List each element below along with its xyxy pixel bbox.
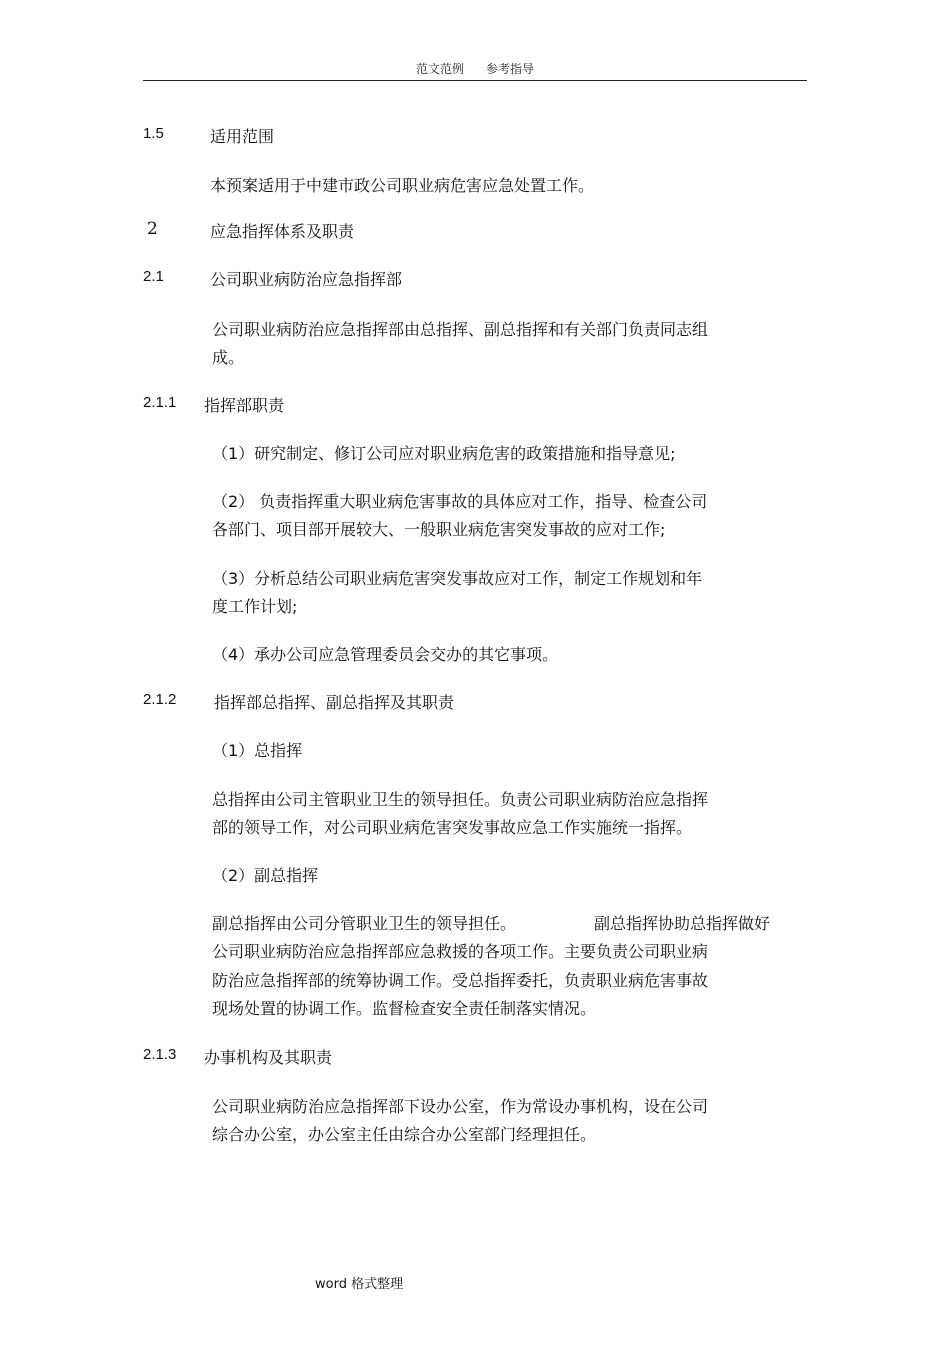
section-title: 指挥部职责 bbox=[204, 396, 285, 415]
list-item: （4）承办公司应急管理委员会交办的其它事项。 bbox=[212, 645, 559, 664]
header-right: 参考指导 bbox=[486, 62, 535, 76]
list-item-continuation: 度工作计划; bbox=[212, 597, 298, 616]
paragraph-line: 成。 bbox=[212, 348, 245, 367]
paragraph-line: 防治应急指挥部的统筹协调工作。受总指挥委托，负责职业病危害事故 bbox=[212, 971, 709, 990]
paragraph: 本预案适用于中建市政公司职业病危害应急处置工作。 bbox=[210, 176, 595, 195]
section-number: 1.5 bbox=[143, 125, 164, 142]
paragraph-line: 副总指挥协助总指挥做好 bbox=[594, 914, 771, 933]
section-title: 办事机构及其职责 bbox=[204, 1048, 333, 1067]
paragraph-line: 部的领导工作，对公司职业病危害突发事故应急工作实施统一指挥。 bbox=[212, 818, 693, 837]
section-number: 2.1 bbox=[143, 268, 164, 285]
header-rule bbox=[143, 80, 807, 81]
sub-heading: （1）总指挥 bbox=[212, 741, 303, 760]
section-number: 2.1.1 bbox=[143, 394, 177, 411]
list-item: （2） 负责指挥重大职业病危害事故的具体应对工作，指导、检查公司 bbox=[212, 492, 708, 511]
paragraph-line: 公司职业病防治应急指挥部应急救援的各项工作。主要负责公司职业病 bbox=[212, 942, 709, 961]
page-footer: word 格式整理 bbox=[315, 1277, 404, 1292]
section-number: 2.1.2 bbox=[143, 691, 177, 708]
list-item: （3）分析总结公司职业病危害突发事故应对工作，制定工作规划和年 bbox=[212, 569, 703, 588]
list-item: （1）研究制定、修订公司应对职业病危害的政策措施和指导意见; bbox=[212, 444, 676, 463]
section-title: 适用范围 bbox=[210, 127, 275, 146]
header-left: 范文范例 bbox=[415, 62, 464, 76]
section-number: 2 bbox=[147, 219, 158, 239]
paragraph-line: 总指挥由公司主管职业卫生的领导担任。负责公司职业病防治应急指挥 bbox=[212, 790, 709, 809]
paragraph-line: 公司职业病防治应急指挥部下设办公室，作为常设办事机构，设在公司 bbox=[212, 1097, 709, 1116]
section-title: 指挥部总指挥、副总指挥及其职责 bbox=[214, 693, 455, 712]
paragraph-line: 副总指挥由公司分管职业卫生的领导担任。 bbox=[212, 914, 517, 933]
list-item-continuation: 各部门、项目部开展较大、一般职业病危害突发事故的应对工作; bbox=[212, 520, 666, 539]
section-title: 应急指挥体系及职责 bbox=[210, 222, 355, 241]
sub-heading: （2）副总指挥 bbox=[212, 866, 319, 885]
section-title: 公司职业病防治应急指挥部 bbox=[210, 270, 403, 289]
paragraph-line: 综合办公室，办公室主任由综合办公室部门经理担任。 bbox=[212, 1125, 597, 1144]
paragraph-line: 公司职业病防治应急指挥部由总指挥、副总指挥和有关部门负责同志组 bbox=[212, 320, 709, 339]
section-number: 2.1.3 bbox=[143, 1046, 177, 1063]
paragraph-line: 现场处置的协调工作。监督检查安全责任制落实情况。 bbox=[212, 999, 597, 1018]
page-header bbox=[143, 60, 807, 77]
